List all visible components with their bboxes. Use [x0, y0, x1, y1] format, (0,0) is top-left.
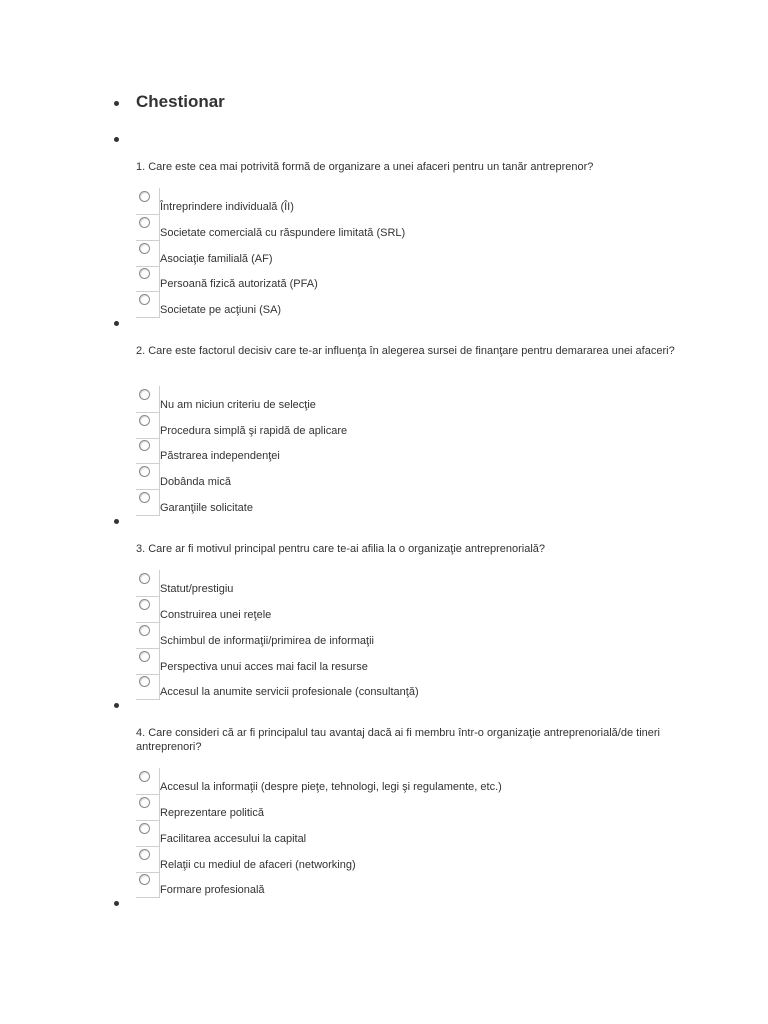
option-divider [136, 214, 160, 215]
option-divider [136, 489, 160, 490]
option-label: Nu am niciun criteriu de selecţie [160, 399, 316, 411]
q3-option-2[interactable] [136, 599, 616, 625]
radio-button[interactable] [139, 651, 150, 662]
radio-button[interactable] [139, 771, 150, 782]
option-label: Societate comercială cu răspundere limitată (SRL) [160, 227, 406, 239]
option-label: Reprezentare politică [160, 807, 264, 819]
radio-button[interactable] [139, 243, 150, 254]
radio-button[interactable] [139, 389, 150, 400]
question-1-text: 1. Care este cea mai potrivită formă de organizare a unei afaceri pentru un tanăr antreprenor? [136, 161, 594, 173]
q3-option-1[interactable] [136, 573, 616, 599]
question-3-text: 3. Care ar fi motivul principal pentru care te-ai afilia la o organizaţie antreprenorială? [136, 543, 546, 555]
option-label: Păstrarea independenţei [160, 450, 280, 462]
radio-button[interactable] [139, 599, 150, 610]
option-divider [136, 596, 160, 597]
q4-option-2[interactable] [136, 797, 616, 823]
option-label: Statut/prestigiu [160, 583, 234, 595]
list-bullet [114, 321, 119, 326]
option-label: Procedura simplă şi rapidă de aplicare [160, 425, 348, 437]
option-label: Formare profesională [160, 884, 265, 896]
q2-option-1[interactable] [136, 389, 616, 415]
radio-button[interactable] [139, 268, 150, 279]
list-bullet [114, 519, 119, 524]
option-divider [136, 622, 160, 623]
option-label: Societate pe acţiuni (SA) [160, 304, 282, 316]
q2-option-5[interactable] [136, 492, 616, 518]
q2-option-4[interactable] [136, 466, 616, 492]
option-divider [136, 872, 160, 873]
option-label: Facilitarea accesului la capital [160, 833, 307, 845]
option-divider [136, 794, 160, 795]
q1-option-1[interactable] [136, 191, 616, 217]
page-title: Chestionar [136, 92, 225, 111]
q1-option-5[interactable] [136, 294, 616, 320]
option-label: Dobânda mică [160, 476, 231, 488]
list-bullet [114, 703, 119, 708]
option-label: Accesul la informaţii (despre pieţe, tehnologi, legi şi regulamente, etc.) [160, 781, 502, 793]
radio-button[interactable] [139, 874, 150, 885]
list-bullet [114, 101, 119, 106]
radio-button[interactable] [139, 797, 150, 808]
q4-option-1[interactable] [136, 771, 616, 797]
q3-option-4[interactable] [136, 651, 616, 677]
question-4-text: 4. Care consideri că ar fi principalul tau avantaj dacă ai fi membru într-o organizaţie antreprenorială/de tineri antreprenori? [136, 727, 660, 753]
option-label: Întreprindere individuală (ÎI) [160, 201, 294, 213]
option-label: Relaţii cu mediul de afaceri (networking) [160, 859, 356, 871]
radio-button[interactable] [139, 294, 150, 305]
q1-option-3[interactable] [136, 243, 616, 269]
option-divider [136, 317, 160, 318]
q3-option-5[interactable] [136, 676, 616, 702]
option-label: Garanţiile solicitate [160, 502, 253, 514]
list-bullet [114, 901, 119, 906]
option-divider [136, 412, 160, 413]
radio-button[interactable] [139, 676, 150, 687]
option-label: Schimbul de informaţii/primirea de informaţii [160, 635, 374, 647]
radio-button[interactable] [139, 191, 150, 202]
radio-button[interactable] [139, 217, 150, 228]
option-label: Construirea unei reţele [160, 609, 272, 621]
radio-button[interactable] [139, 415, 150, 426]
q2-option-2[interactable] [136, 415, 616, 441]
q2-option-3[interactable] [136, 440, 616, 466]
option-label: Perspectiva unui acces mai facil la resurse [160, 661, 368, 673]
radio-button[interactable] [139, 573, 150, 584]
q4-option-5[interactable] [136, 874, 616, 900]
q3-option-3[interactable] [136, 625, 616, 651]
radio-button[interactable] [139, 492, 150, 503]
list-bullet [114, 137, 119, 142]
option-divider [136, 699, 160, 700]
q4-option-4[interactable] [136, 849, 616, 875]
q4-option-3[interactable] [136, 823, 616, 849]
option-divider [136, 648, 160, 649]
radio-button[interactable] [139, 440, 150, 451]
option-divider [136, 240, 160, 241]
option-label: Asociaţie familială (AF) [160, 253, 273, 265]
option-divider [136, 674, 160, 675]
radio-button[interactable] [139, 823, 150, 834]
q1-option-2[interactable] [136, 217, 616, 243]
q1-option-4[interactable] [136, 268, 616, 294]
question-2-text: 2. Care este factorul decisiv care te-ar influenţa în alegerea sursei de finanţare pentru demararea unei afaceri? [136, 345, 675, 357]
option-divider [136, 515, 160, 516]
radio-button[interactable] [139, 849, 150, 860]
option-divider [136, 438, 160, 439]
option-divider [136, 820, 160, 821]
option-divider [136, 291, 160, 292]
option-divider [136, 463, 160, 464]
option-label: Accesul la anumite servicii profesionale (consultanţă) [160, 686, 419, 698]
option-divider [136, 266, 160, 267]
option-label: Persoană fizică autorizată (PFA) [160, 278, 318, 290]
radio-button[interactable] [139, 625, 150, 636]
option-divider [136, 846, 160, 847]
radio-button[interactable] [139, 466, 150, 477]
option-divider [136, 897, 160, 898]
